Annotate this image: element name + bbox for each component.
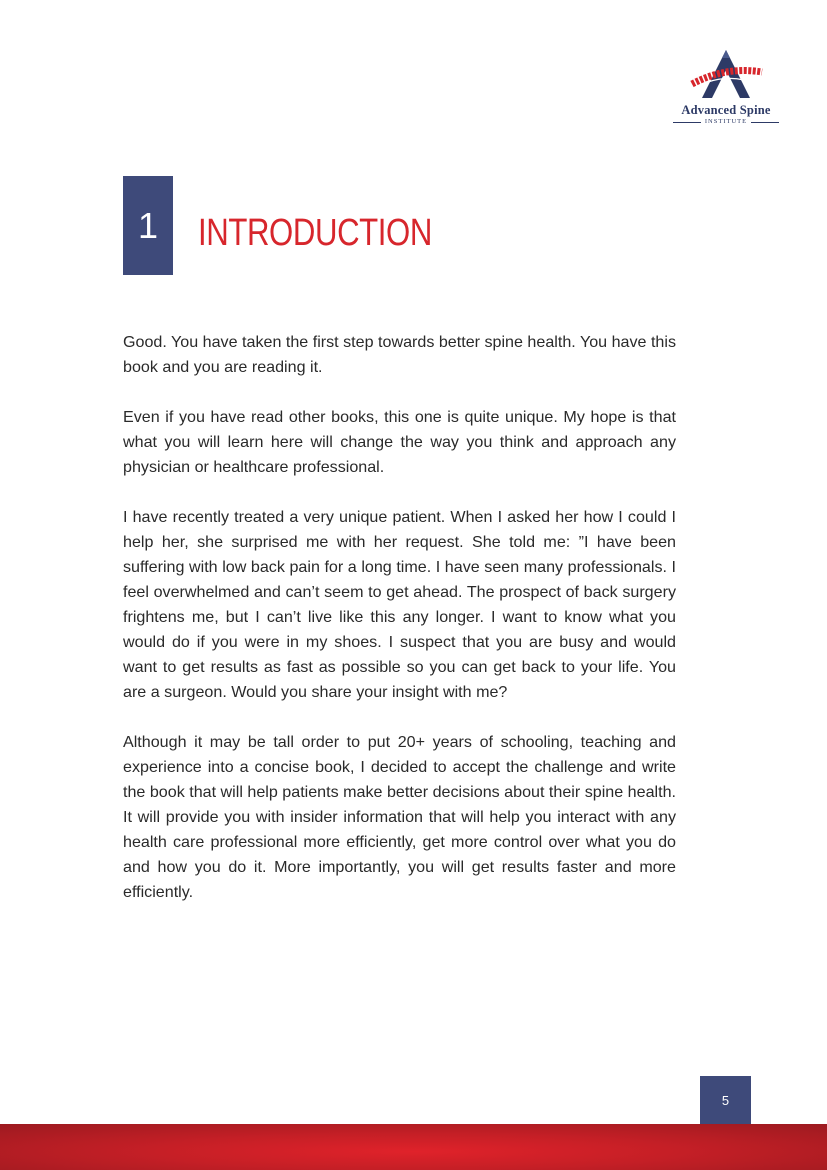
- chapter-number-box: [123, 176, 173, 275]
- page-number: 5: [721, 1092, 730, 1108]
- logo-subtitle-row: [668, 118, 784, 126]
- footer-band: [0, 1124, 827, 1170]
- chapter-title: INTRODUCTION: [198, 212, 432, 254]
- body-text: [123, 330, 676, 930]
- paragraph: Good. You have taken the first step towards better spine health. You have this book and you are reading it.: [123, 333, 676, 376]
- logo-subtitle: INSTITUTE: [704, 118, 748, 125]
- logo-divider: [673, 122, 701, 123]
- paragraph: Although it may be tall order to put 20+ years of schooling, teaching and experience into a concise book, I decided to accept the challenge and write the book that will help patients make better decisions about their spine health. It will provide you with insider information that will help you interact with any health care professional more efficiently, get more control over what you do and how you do it. More importantly, you will get results faster and more efficiently.: [123, 733, 676, 901]
- paragraph: I have recently treated a very unique patient. When I asked her how I could I help her, she surprised me with her request. She told me: ”I have been suffering with low back pain for a long time. I have seen many professionals. I feel overwhelmed and can’t seem to get ahead. The prospect of back surgery frightens me, but I can’t live like this any longer. I want to know what you would do if you were in my shoes. I suspect that you are busy and would want to get results as fast as possible so you can get back to your life. You are a surgeon. Would you share your insight with me?: [123, 508, 676, 701]
- paragraph: Even if you have read other books, this one is quite unique. My hope is that what you will learn here will change the way you think and approach any physician or healthcare professional.: [123, 408, 676, 476]
- logo-divider: [751, 122, 779, 123]
- page-number-box: [700, 1076, 751, 1124]
- spine-a-logo-icon: [688, 46, 764, 102]
- chapter-number: 1: [137, 204, 159, 246]
- advanced-spine-logo: [668, 46, 784, 126]
- logo-name: Advanced Spine: [681, 103, 771, 117]
